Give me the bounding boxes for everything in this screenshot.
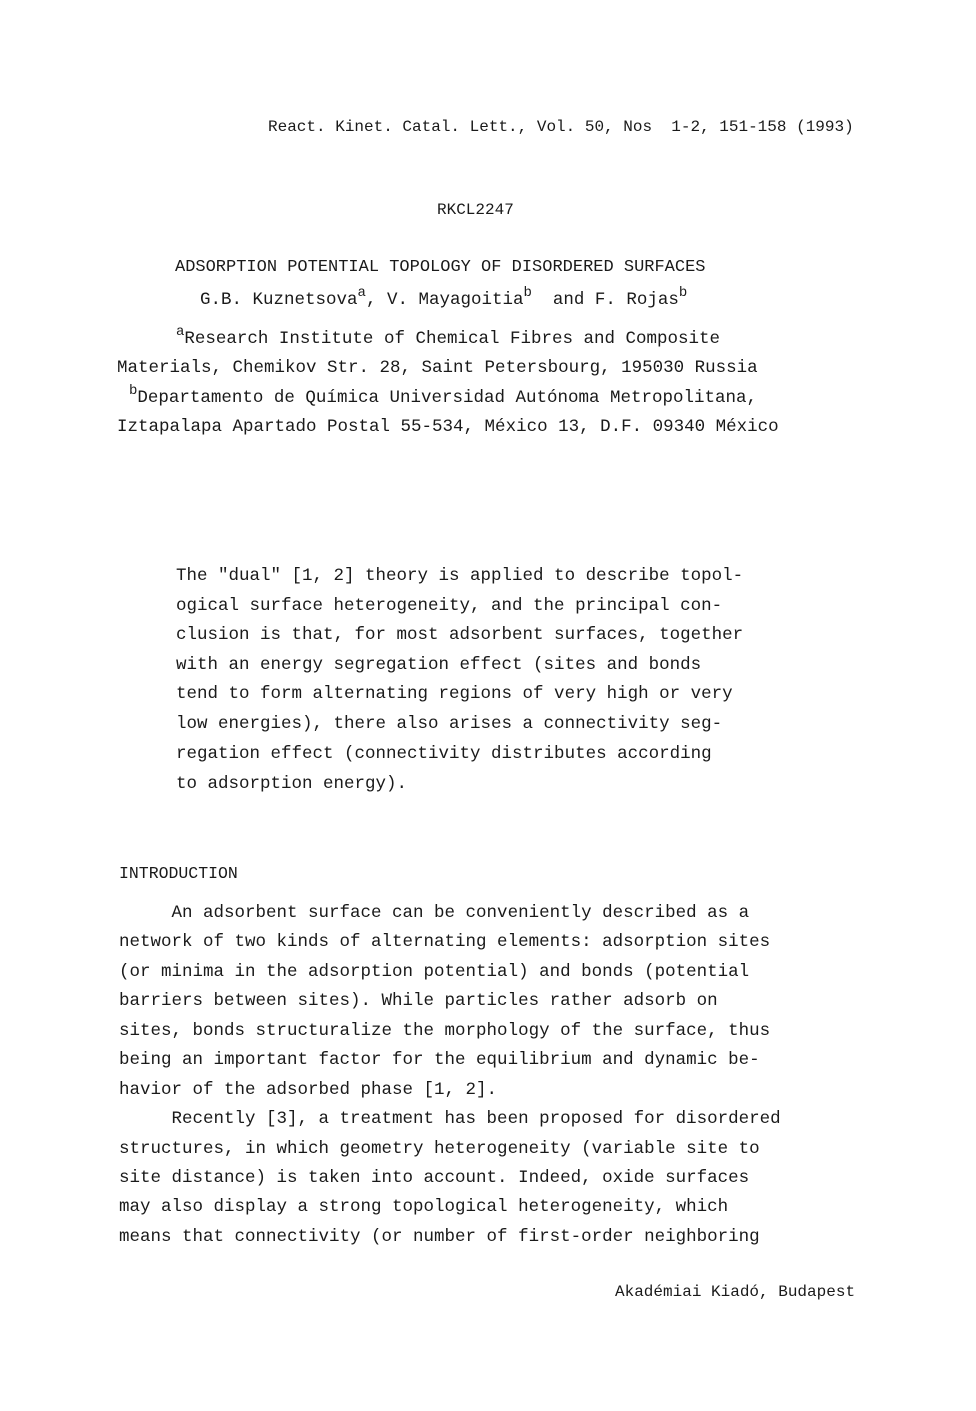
- body-line: structures, in which geometry heterogeneity (variable site to: [119, 1139, 760, 1159]
- affiliation-b-line2: Iztapalapa Apartado Postal 55-534, México 13, D.F. 09340 México: [117, 417, 779, 437]
- body-line: being an important factor for the equilibrium and dynamic be-: [119, 1050, 760, 1070]
- affiliation-marker: b: [129, 383, 138, 399]
- body-line: sites, bonds structuralize the morphology of the surface, thus: [119, 1021, 771, 1041]
- abstract-line: regation effect (connectivity distributes according: [176, 744, 712, 764]
- affiliation-marker: b: [678, 285, 688, 301]
- body-line: may also display a strong topological heterogeneity, which: [119, 1197, 729, 1217]
- section-heading: INTRODUCTION: [119, 864, 238, 883]
- author-list: [200, 285, 688, 311]
- author-name: G.B. Kuznetsova: [200, 290, 358, 310]
- author-name: , V. Mayagoitia: [365, 290, 524, 310]
- body-line: havior of the adsorbed phase [1, 2].: [119, 1080, 498, 1100]
- affiliation-marker: b: [523, 285, 532, 301]
- document-id: RKCL2247: [437, 201, 514, 219]
- abstract-line: clusion is that, for most adsorbent surfaces, together: [176, 625, 744, 645]
- body-line: (or minima in the adsorption potential) and bonds (potential: [119, 962, 750, 982]
- affiliation-a-line2: Materials, Chemikov Str. 28, Saint Petersbourg, 195030 Russia: [117, 358, 758, 378]
- body-line: barriers between sites). While particles rather adsorb on: [119, 991, 718, 1011]
- abstract-line: The "dual" [1, 2] theory is applied to describe topol-: [176, 566, 744, 586]
- body-line: An adsorbent surface can be conveniently described as a: [119, 903, 750, 923]
- body-line: Recently [3], a treatment has been proposed for disordered: [119, 1109, 781, 1129]
- affiliation-a-line1: $^a$Research Institute of Chemical Fibres and Composite: [176, 324, 720, 349]
- paper-title: ADSORPTION POTENTIAL TOPOLOGY OF DISORDERED SURFACES: [175, 258, 706, 277]
- body-line: means that connectivity (or number of first-order neighboring: [119, 1227, 760, 1247]
- abstract-line: tend to form alternating regions of very high or very: [176, 684, 733, 704]
- body-line: site distance) is taken into account. Indeed, oxide surfaces: [119, 1168, 750, 1188]
- affiliation-b-line1: $^b$Departamento de Química Universidad Autónoma Metropolitana,: [129, 383, 758, 408]
- journal-citation: React. Kinet. Catal. Lett., Vol. 50, Nos 1-2, 151-158 (1993): [268, 118, 854, 136]
- abstract-line: with an energy segregation effect (sites and bonds: [176, 655, 702, 675]
- affiliation-marker: a: [176, 324, 185, 340]
- publisher-footer: Akadémiai Kiadó, Budapest: [615, 1283, 856, 1301]
- affiliation-marker: a: [357, 285, 366, 301]
- body-line: network of two kinds of alternating elements: adsorption sites: [119, 932, 771, 952]
- author-name: and F. Rojas: [531, 290, 679, 310]
- abstract-line: low energies), there also arises a connectivity seg-: [176, 714, 723, 734]
- abstract-line: ogical surface heterogeneity, and the principal con-: [176, 596, 723, 616]
- abstract-line: to adsorption energy).: [176, 774, 408, 794]
